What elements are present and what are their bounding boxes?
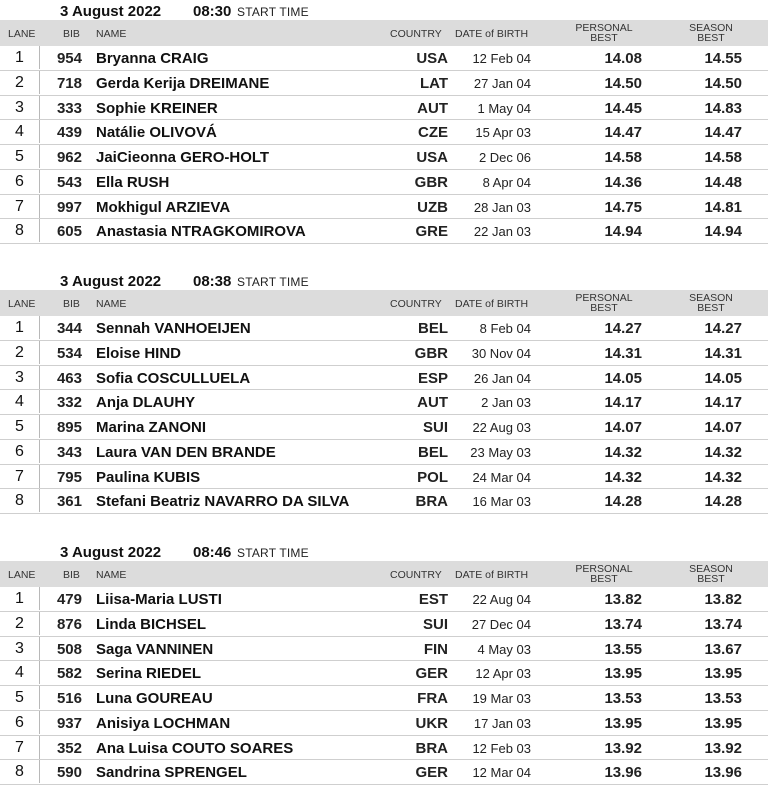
athlete-name: Serina RIEDEL	[96, 665, 202, 683]
header-sb-line2: BEST	[697, 573, 725, 585]
date-of-birth: 8 Apr 04	[482, 174, 531, 190]
table-row	[0, 145, 768, 170]
table-row	[0, 711, 768, 736]
athlete-name: Luna GOUREAU	[96, 690, 213, 707]
season-best: 14.48	[704, 173, 742, 191]
country-code: GER	[415, 665, 448, 683]
heat-section	[0, 2, 768, 244]
bib-number: 937	[56, 714, 82, 732]
bib-number: 352	[56, 739, 82, 757]
header-bib: BIB	[63, 298, 80, 310]
table-row	[0, 637, 768, 662]
header-pb-line1: PERSONAL	[575, 292, 633, 304]
date-of-birth: 27 Jan 04	[473, 75, 531, 91]
bib-number: 344	[56, 320, 82, 337]
season-best: 14.32	[704, 443, 742, 461]
heat-start-time: 08:38	[193, 273, 232, 290]
bib-number: 361	[56, 493, 82, 511]
season-best: 14.81	[704, 198, 742, 216]
personal-best: 13.95	[604, 665, 642, 683]
personal-best: 14.31	[604, 344, 642, 362]
date-of-birth: 26 Jan 04	[473, 370, 531, 386]
season-best: 14.55	[704, 50, 742, 67]
heat-title	[0, 2, 768, 20]
bib-number: 590	[56, 764, 82, 782]
season-best: 14.58	[704, 149, 742, 166]
season-best: 14.31	[704, 344, 742, 362]
date-of-birth: 12 Mar 04	[472, 765, 531, 781]
date-of-birth: 19 Mar 03	[472, 691, 531, 706]
country-code: GBR	[414, 344, 448, 362]
lane-number: 1	[0, 587, 40, 610]
header-sb-line1: SEASON	[689, 22, 733, 34]
lane-number: 7	[0, 465, 40, 488]
season-best: 14.28	[704, 493, 742, 511]
lane-number: 7	[0, 195, 40, 218]
table-row	[0, 465, 768, 490]
heat-section	[0, 543, 768, 785]
lane-number: 8	[0, 760, 40, 783]
lane-number: 5	[0, 415, 40, 438]
athlete-name: Ella RUSH	[96, 173, 170, 191]
bib-number: 332	[56, 394, 82, 412]
table-row	[0, 686, 768, 711]
lane-number: 1	[0, 316, 40, 339]
date-of-birth: 17 Jan 03	[473, 715, 531, 731]
table-row	[0, 440, 768, 465]
header-pb-line2: BEST	[590, 32, 618, 44]
table-row	[0, 489, 768, 514]
country-code: GER	[415, 764, 448, 782]
country-code: UZB	[417, 198, 448, 216]
header-country: COUNTRY	[390, 28, 442, 40]
lane-number: 7	[0, 736, 40, 759]
table-row	[0, 736, 768, 761]
header-sb-line2: BEST	[697, 302, 725, 314]
personal-best: 14.47	[604, 124, 642, 142]
country-code: GRE	[415, 223, 448, 241]
table-header	[0, 290, 768, 316]
header-date-of-birth: DATE of BIRTH	[455, 28, 529, 40]
country-code: FIN	[423, 640, 448, 658]
date-of-birth: 30 Nov 04	[471, 345, 531, 361]
athlete-name: Bryanna CRAIG	[96, 50, 209, 67]
date-of-birth: 23 May 03	[470, 444, 531, 460]
bib-number: 463	[56, 369, 82, 387]
header-season-best	[668, 564, 754, 584]
lane-number: 6	[0, 440, 40, 463]
lane-number: 1	[0, 46, 40, 69]
personal-best: 14.28	[604, 493, 642, 511]
table-row	[0, 316, 768, 341]
table-row	[0, 46, 768, 71]
bib-number: 954	[56, 50, 82, 67]
bib-number: 582	[56, 665, 82, 683]
heat-section	[0, 272, 768, 514]
date-of-birth: 2 Jan 03	[481, 395, 531, 411]
header-pb-line2: BEST	[590, 573, 618, 585]
athlete-name: Natálie OLIVOVÁ	[96, 124, 217, 142]
bib-number: 439	[56, 124, 82, 142]
athlete-name: Anastasia NTRAGKOMIROVA	[96, 223, 306, 241]
personal-best: 14.05	[604, 369, 642, 387]
athlete-name: Eloise HIND	[96, 344, 182, 362]
header-date-of-birth: DATE of BIRTH	[455, 298, 529, 310]
bib-number: 333	[56, 99, 82, 117]
personal-best: 14.32	[604, 468, 642, 486]
bib-number: 876	[56, 615, 82, 633]
date-of-birth: 22 Aug 04	[472, 592, 531, 607]
bib-number: 718	[56, 74, 82, 92]
lane-number: 6	[0, 170, 40, 193]
season-best: 13.92	[704, 739, 742, 757]
personal-best: 14.08	[604, 50, 642, 67]
personal-best: 14.45	[604, 99, 642, 117]
table-row	[0, 96, 768, 121]
country-code: CZE	[418, 124, 448, 142]
bib-number: 605	[56, 223, 82, 241]
table-row	[0, 587, 768, 612]
bib-number: 543	[56, 173, 82, 191]
country-code: LAT	[419, 74, 448, 92]
header-date-of-birth: DATE of BIRTH	[455, 569, 529, 581]
heat-date: 3 August 2022	[60, 544, 162, 561]
table-row	[0, 341, 768, 366]
lane-number: 3	[0, 96, 40, 119]
country-code: GBR	[414, 173, 448, 191]
header-country: COUNTRY	[390, 569, 442, 581]
lane-number: 6	[0, 711, 40, 734]
personal-best: 13.96	[604, 764, 642, 782]
bib-number: 795	[56, 468, 82, 486]
country-code: UKR	[415, 714, 448, 732]
season-best: 14.94	[704, 223, 742, 241]
season-best: 14.47	[704, 124, 742, 142]
season-best: 13.95	[704, 714, 742, 732]
athlete-name: Ana Luisa COUTO SOARES	[96, 739, 294, 757]
date-of-birth: 2 Dec 06	[478, 150, 531, 165]
table-header	[0, 561, 768, 587]
table-row	[0, 195, 768, 220]
table-row	[0, 415, 768, 440]
header-country: COUNTRY	[390, 298, 442, 310]
country-code: EST	[418, 591, 448, 608]
lane-number: 8	[0, 489, 40, 512]
lane-number: 3	[0, 637, 40, 660]
table-row	[0, 219, 768, 244]
lane-number: 4	[0, 661, 40, 684]
bib-number: 962	[56, 149, 82, 166]
start-time-label: START TIME	[237, 275, 309, 289]
personal-best: 13.95	[604, 714, 642, 732]
athlete-name: Mokhigul ARZIEVA	[96, 198, 231, 216]
heat-date: 3 August 2022	[60, 273, 162, 290]
table-row	[0, 366, 768, 391]
country-code: BRA	[415, 739, 448, 757]
header-sb-line2: BEST	[697, 32, 725, 44]
country-code: POL	[417, 468, 448, 486]
heat-start-time: 08:30	[193, 3, 232, 20]
header-bib: BIB	[63, 569, 80, 581]
header-season-best	[668, 23, 754, 43]
date-of-birth: 12 Feb 04	[472, 51, 531, 66]
lane-number: 5	[0, 145, 40, 168]
athlete-name: Anja DLAUHY	[96, 394, 196, 412]
personal-best: 14.75	[604, 198, 642, 216]
personal-best: 13.55	[604, 640, 642, 658]
header-season-best	[668, 293, 754, 313]
heat-title	[0, 543, 768, 561]
personal-best: 14.32	[604, 443, 642, 461]
athlete-name: Sandrina SPRENGEL	[96, 764, 247, 782]
country-code: BRA	[415, 493, 448, 511]
season-best: 13.95	[704, 665, 742, 683]
personal-best: 13.53	[604, 690, 642, 707]
date-of-birth: 12 Feb 03	[472, 740, 531, 756]
country-code: SUI	[422, 419, 448, 436]
bib-number: 516	[56, 690, 82, 707]
country-code: BEL	[418, 443, 448, 461]
athlete-name: Saga VANNINEN	[96, 640, 214, 658]
bib-number: 534	[56, 344, 82, 362]
table-row	[0, 71, 768, 96]
season-best: 13.74	[704, 615, 742, 633]
table-row	[0, 760, 768, 785]
season-best: 13.67	[704, 640, 742, 658]
personal-best: 14.58	[604, 149, 642, 166]
header-name: NAME	[96, 298, 127, 310]
lane-number: 2	[0, 341, 40, 364]
personal-best: 14.17	[604, 394, 642, 412]
header-lane: LANE	[8, 28, 36, 40]
start-time-label: START TIME	[237, 5, 309, 19]
table-header	[0, 20, 768, 46]
header-pb-line1: PERSONAL	[575, 22, 633, 34]
season-best: 14.07	[704, 419, 742, 436]
date-of-birth: 28 Jan 03	[473, 199, 531, 215]
personal-best: 13.74	[604, 615, 642, 633]
season-best: 14.27	[704, 320, 742, 337]
bib-number: 343	[56, 443, 82, 461]
personal-best: 13.82	[604, 591, 642, 608]
athlete-name: Anisiya LOCHMAN	[96, 714, 231, 732]
personal-best: 14.36	[604, 173, 642, 191]
personal-best: 14.94	[604, 223, 642, 241]
table-row	[0, 170, 768, 195]
lane-number: 8	[0, 219, 40, 242]
lane-number: 4	[0, 120, 40, 143]
bib-number: 479	[56, 591, 82, 608]
lane-number: 4	[0, 390, 40, 413]
athlete-name: Paulina KUBIS	[96, 468, 201, 486]
personal-best: 14.50	[604, 74, 642, 92]
season-best: 14.50	[704, 74, 742, 92]
athlete-name: Stefani Beatriz NAVARRO DA SILVA	[96, 493, 350, 511]
athlete-name: Gerda Kerija DREIMANE	[96, 74, 270, 92]
country-code: AUT	[417, 99, 448, 117]
personal-best: 14.27	[604, 320, 642, 337]
heat-title	[0, 272, 768, 290]
lane-number: 2	[0, 612, 40, 635]
date-of-birth: 16 Mar 03	[472, 494, 531, 510]
athlete-name: Marina ZANONI	[96, 419, 207, 436]
header-personal-best	[560, 293, 648, 313]
header-name: NAME	[96, 28, 127, 40]
season-best: 13.53	[704, 690, 742, 707]
athlete-name: Sennah VANHOEIJEN	[96, 320, 251, 337]
header-pb-line1: PERSONAL	[575, 563, 633, 575]
header-lane: LANE	[8, 569, 36, 581]
header-sb-line1: SEASON	[689, 563, 733, 575]
season-best: 13.96	[704, 764, 742, 782]
bib-number: 508	[56, 640, 82, 658]
athlete-name: Laura VAN DEN BRANDE	[96, 443, 276, 461]
date-of-birth: 8 Feb 04	[479, 321, 531, 336]
lane-number: 3	[0, 366, 40, 389]
country-code: USA	[416, 50, 448, 67]
header-sb-line1: SEASON	[689, 292, 733, 304]
personal-best: 13.92	[604, 739, 642, 757]
table-row	[0, 120, 768, 145]
country-code: BEL	[418, 320, 448, 337]
table-row	[0, 390, 768, 415]
date-of-birth: 22 Aug 03	[472, 420, 531, 435]
header-lane: LANE	[8, 298, 36, 310]
bib-number: 997	[56, 198, 82, 216]
season-best: 14.05	[704, 369, 742, 387]
season-best: 14.32	[704, 468, 742, 486]
season-best: 13.82	[704, 591, 742, 608]
date-of-birth: 24 Mar 04	[472, 469, 531, 485]
date-of-birth: 27 Dec 04	[471, 616, 531, 632]
header-name: NAME	[96, 569, 127, 581]
athlete-name: Liisa-Maria LUSTI	[96, 591, 222, 608]
table-row	[0, 612, 768, 637]
athlete-name: Sofia COSCULLUELA	[96, 369, 251, 387]
season-best: 14.17	[704, 394, 742, 412]
header-bib: BIB	[63, 28, 80, 40]
season-best: 14.83	[704, 99, 742, 117]
date-of-birth: 4 May 03	[477, 641, 531, 657]
header-personal-best	[560, 564, 648, 584]
date-of-birth: 22 Jan 03	[473, 224, 531, 240]
date-of-birth: 1 May 04	[477, 100, 531, 116]
header-pb-line2: BEST	[590, 302, 618, 314]
country-code: AUT	[417, 394, 448, 412]
date-of-birth: 15 Apr 03	[475, 125, 531, 141]
athlete-name: Linda BICHSEL	[96, 615, 207, 633]
start-time-label: START TIME	[237, 546, 309, 560]
personal-best: 14.07	[604, 419, 642, 436]
country-code: FRA	[417, 690, 448, 707]
country-code: SUI	[422, 615, 448, 633]
heat-date: 3 August 2022	[60, 3, 162, 20]
date-of-birth: 12 Apr 03	[475, 666, 531, 682]
table-row	[0, 661, 768, 686]
athlete-name: Sophie KREINER	[96, 99, 218, 117]
country-code: ESP	[417, 369, 448, 387]
lane-number: 5	[0, 686, 40, 709]
heat-start-time: 08:46	[193, 544, 232, 561]
lane-number: 2	[0, 71, 40, 94]
country-code: USA	[416, 149, 448, 166]
header-personal-best	[560, 23, 648, 43]
athlete-name: JaiCieonna GERO-HOLT	[96, 149, 270, 166]
bib-number: 895	[56, 419, 82, 436]
